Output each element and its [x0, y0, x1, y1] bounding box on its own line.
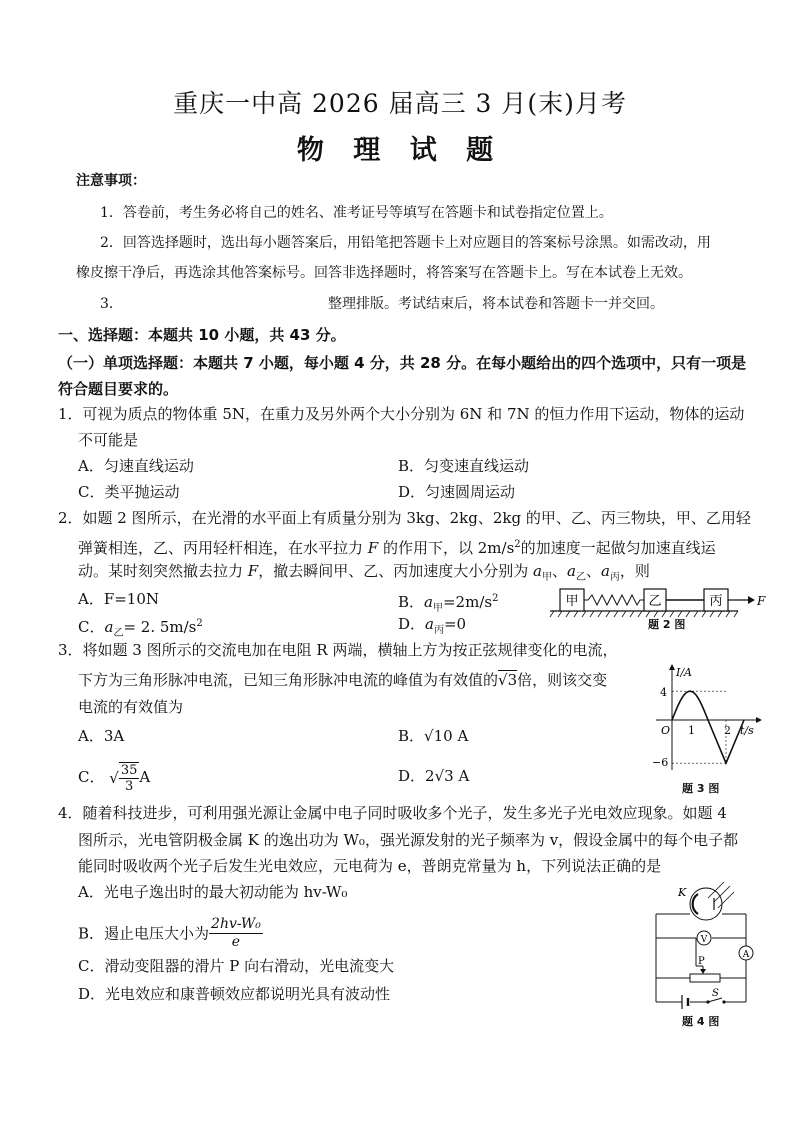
exam-title: 重庆一中高 2026 届高三 3 月(末)月考: [173, 89, 627, 118]
q2-option-d[interactable]: D．$a_丙=0$: [398, 615, 467, 636]
svg-text:P: P: [698, 956, 705, 967]
q4-option-b[interactable]: B．遏止电压大小为 $\frac{\text{2hv-W₀}}{e}$: [78, 916, 261, 950]
q2-option-c[interactable]: C．$a_乙= 2$. $5m/s^2$: [78, 618, 203, 639]
q3-option-c[interactable]: C． √ $\frac{35}{3}$ A: [78, 763, 151, 794]
q3-option-a[interactable]: A．3A: [78, 727, 125, 745]
q4-option-a[interactable]: A．光电子逸出时的最大初动能为 hv-W₀: [78, 883, 348, 901]
q4-stem-line2: 图所示，光电管阴极金属 K 的逸出功为 W₀，强光源发射的光子频率为 v，假设金属中的每个电子都: [78, 831, 739, 849]
q1-option-c[interactable]: C．类平抛运动: [78, 483, 180, 501]
rheostat: [690, 974, 720, 982]
phototube: [690, 888, 722, 920]
svg-text:V: V: [700, 935, 708, 945]
y-tick-label: −6: [652, 756, 669, 769]
q4-option-d[interactable]: D．光电效应和康普顿效应都说明光具有波动性: [78, 985, 391, 1003]
q4-option-c[interactable]: C．滑动变阻器的滑片 P 向右滑动，光电流变大: [78, 957, 395, 975]
q1-option-d[interactable]: D．匀速圆周运动: [398, 483, 516, 501]
q4-stem-line1: 4．随着科技进步，可利用强光源让金属中电子同时吸收多个光子，发生多光子光电效应现象。如题 4: [58, 804, 727, 822]
notice-item-2-line1: 2．回答选择题时，选出每小题答案后，用铅笔把答题卡上对应题目的答案标号涂黑。如需改动，用: [100, 235, 711, 251]
q3-stem-line2: 下方为三角形脉冲电流，已知三角形脉冲电流的峰值为有效值的√3倍，则该交变: [78, 671, 608, 689]
q3-stem-line1: 3．将如题 3 图所示的交流电加在电阻 R 两端，横轴上方为按正弦规律变化的电流，: [58, 641, 618, 659]
section-heading: 一、选择题：本题共 10 小题，共 43 分。: [58, 326, 346, 344]
q3-caption: 题 3 图: [682, 782, 720, 795]
q2-stem-line2: 弹簧相连，乙、丙用轻杆相连，在水平拉力 F 的作用下，以 $2m/s^2$的加速度一起做匀加速直线运: [78, 539, 716, 557]
svg-text:A: A: [742, 950, 750, 960]
q1-option-b[interactable]: B．匀变速直线运动: [398, 457, 530, 475]
notice-item-2-line2: 橡皮擦干净后，再选涂其他答案标号。回答非选择题时，将答案写在答题卡上。写在本试卷上无效。: [76, 265, 692, 281]
q1-option-a[interactable]: A．匀速直线运动: [78, 457, 194, 475]
q2-caption: 题 2 图: [648, 618, 686, 631]
origin-label: O: [661, 724, 671, 737]
x-tick-label: 2: [724, 724, 731, 737]
svg-text:K: K: [678, 886, 687, 899]
y-axis-label: I/A: [676, 666, 692, 679]
svg-text:S: S: [712, 988, 719, 999]
x-axis-label: t/s: [740, 724, 754, 737]
x-tick-label: 1: [688, 724, 695, 737]
sine-current-curve: [672, 691, 708, 720]
notice-item-1: 1．答卷前，考生务必将自己的姓名、准考证号等填写在答题卡和试卷指定位置上。: [100, 205, 613, 221]
q3-option-d[interactable]: D．2√3 A: [398, 767, 470, 785]
svg-text:F: F: [757, 594, 766, 608]
q4-circuit: [648, 878, 763, 1008]
q2-stem-line1: 2．如题 2 图所示，在光滑的水平面上有质量分别为 3kg、2kg、2kg 的甲、乙、丙三物块，甲、乙用轻: [58, 509, 751, 527]
q2-option-b[interactable]: B．$a_甲=2m/s^2$: [398, 593, 499, 614]
q2-stem-line3: 动。某时刻突然撤去拉力 F，撤去瞬间甲、乙、丙加速度大小分别为 $a_甲$、$a_乙$、$a_丙$，则: [78, 562, 650, 583]
subject-title: 物 理 试 题: [296, 135, 504, 166]
q4-caption: 题 4 图: [682, 1015, 720, 1028]
q3-option-b[interactable]: B．√10 A: [398, 727, 469, 745]
svg-text:甲: 甲: [565, 594, 579, 609]
q1-stem-line2: 不可能是: [78, 431, 139, 449]
y-tick-label: 4: [660, 686, 667, 699]
q3-chart: [648, 662, 768, 777]
subsection-heading-line1: （一）单项选择题：本题共 7 小题，每小题 4 分，共 28 分。在每小题给出的四个选项中，只有一项是: [58, 354, 747, 372]
q2-option-a[interactable]: A．F=10N: [78, 590, 160, 608]
notice-item-3-number: 3．: [100, 296, 123, 312]
spring: [584, 595, 644, 605]
q4-stem-line3: 能同时吸收两个光子后发生光电效应，元电荷为 e，普朗克常量为 h，下列说法正确的是: [78, 857, 662, 875]
switch: [706, 1000, 709, 1003]
svg-text:丙: 丙: [709, 594, 723, 609]
q1-stem-line1: 1．可视为质点的物体重 5N，在重力及另外两个大小分别为 6N 和 7N 的恒力作用下运动，物体的运动: [58, 405, 745, 423]
svg-text:乙: 乙: [648, 594, 662, 609]
q3-stem-line3: 电流的有效值为: [78, 698, 184, 716]
notice-heading: 注意事项：: [76, 173, 146, 189]
subsection-heading-line2: 符合题目要求的。: [58, 380, 179, 398]
notice-item-3-text: 整理排版。考试结束后，将本试卷和答题卡一并交回。: [328, 296, 664, 312]
